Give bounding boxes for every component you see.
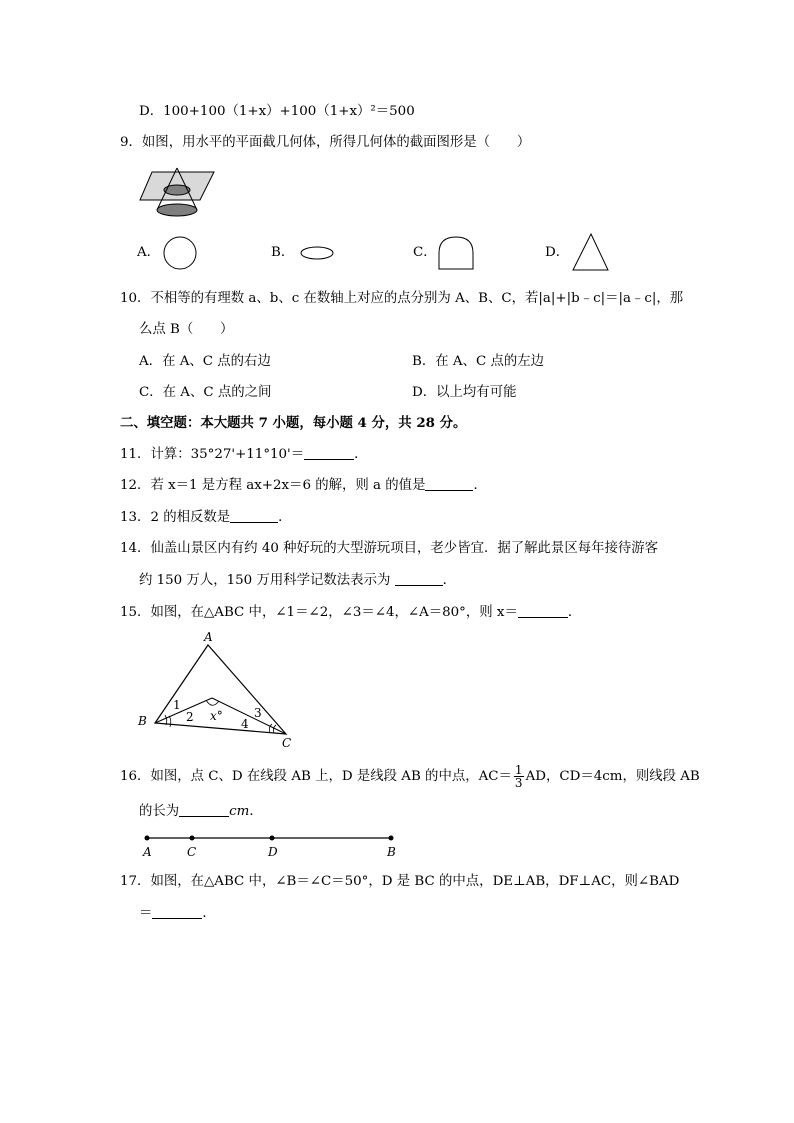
question-number: 14．	[120, 541, 151, 556]
question-text: 如图，点 C、D 在线段 AB 上，D 是线段 AB 的中点，AC＝	[150, 769, 512, 784]
point-c: C	[187, 845, 197, 859]
question-text: 2 的相反数是	[150, 510, 231, 525]
question-text: 的长为	[139, 804, 180, 819]
q9-option-b-label: B．	[271, 245, 295, 260]
answer-blank[interactable]	[518, 603, 568, 618]
question-number: 9．	[120, 135, 142, 150]
option-text: 在 A、C 点的右边	[162, 354, 271, 369]
triangle-abc-figure	[134, 627, 304, 751]
q8-option-d	[139, 103, 415, 121]
ellipse-shape-icon	[299, 245, 335, 261]
q14-line2	[139, 571, 456, 590]
option-text: 在 A、C 点的左边	[435, 354, 545, 369]
question-text: 若 x＝1 是方程 ax+2x＝6 的解，则 a 的值是	[150, 478, 426, 493]
circle-shape-icon	[162, 235, 198, 271]
answer-blank[interactable]	[425, 476, 473, 491]
option-label: D．	[139, 104, 164, 119]
q16-line2	[139, 802, 263, 821]
option-label: B．	[412, 354, 436, 369]
question-number: 16．	[120, 769, 151, 784]
question-end: ．	[442, 573, 457, 588]
question-end: ．	[473, 478, 487, 493]
section-title: 二、填空题：本大题共 7 小题，每小题 4 分，共 28 分。	[120, 415, 467, 431]
q15	[120, 603, 581, 622]
question-end: ．	[202, 906, 216, 921]
answer-blank[interactable]	[179, 802, 229, 817]
question-text: 如图，在△ABC 中，∠1＝∠2，∠3＝∠4，∠A＝80°，则 x＝	[150, 605, 518, 620]
question-text: 约 150 万人，150 万用科学记数法表示为	[139, 573, 391, 588]
q14-line1	[120, 540, 658, 558]
question-number: 15．	[120, 605, 151, 620]
label-angle-4: 4	[241, 717, 249, 731]
answer-blank[interactable]	[395, 571, 443, 586]
label-b: B	[138, 714, 147, 728]
question-text: 计算：35°27'+11°10'＝	[150, 447, 305, 462]
question-end: ．	[354, 447, 368, 462]
question-number: 13．	[120, 510, 151, 525]
q9-option-d-label: D．	[545, 245, 570, 260]
q9-option-c-label: C．	[413, 245, 437, 260]
question-text: 仙盖山景区内有约 40 种好玩的大型游玩项目，老少皆宜．据了解此景区每年接待游客	[150, 541, 659, 556]
q17-line1	[120, 873, 679, 891]
q10-option-d	[412, 384, 516, 402]
label-a: A	[204, 630, 213, 644]
label-c: C	[282, 736, 292, 750]
question-number: 11．	[120, 447, 151, 462]
option-text: 100+100（1+x）+100（1+x）²＝500	[163, 104, 415, 119]
question-end: ．	[278, 510, 292, 525]
q11	[120, 445, 368, 464]
option-text: 在 A、C 点的之间	[162, 385, 272, 400]
question-end: ．	[249, 804, 263, 819]
q13	[120, 508, 292, 527]
question-number: 12．	[120, 478, 151, 493]
point-b: B	[387, 845, 396, 859]
triangle-shape-icon	[570, 232, 612, 274]
question-text: ＝	[139, 906, 153, 921]
point-a: A	[143, 845, 152, 859]
question-text: 如图，用水平的平面截几何体，所得几何体的截面图形是（ ）	[141, 135, 531, 150]
fraction-numerator: 1	[514, 763, 523, 777]
answer-blank[interactable]	[304, 445, 354, 460]
unit: cm	[229, 804, 250, 819]
q10-option-c	[139, 384, 271, 402]
question-number: 17．	[120, 874, 151, 889]
question-text: 如图，在△ABC 中，∠B＝∠C＝50°，D 是 BC 的中点，DE⊥AB，DF⊥AC，则∠BAD	[150, 874, 680, 889]
answer-blank[interactable]	[230, 508, 278, 523]
arch-shape-icon	[436, 235, 476, 271]
option-label: D．	[412, 385, 437, 400]
q10-stem-line1	[120, 290, 683, 308]
q17-line2	[139, 904, 216, 923]
q10-option-a	[139, 353, 271, 371]
q10-stem-line2: 么点 B（ ）	[139, 322, 234, 337]
point-d: D	[268, 845, 278, 859]
label-angle-1: 1	[173, 698, 181, 712]
question-number: 10．	[120, 291, 151, 306]
question-end: ．	[567, 605, 582, 620]
q12	[120, 476, 487, 495]
q9-option-a-label: A．	[137, 245, 161, 260]
fraction-denominator: 3	[514, 776, 523, 790]
label-angle-3: 3	[254, 706, 262, 720]
option-label: A．	[139, 354, 163, 369]
option-text: 以上均有可能	[436, 385, 517, 400]
cone-section-figure	[138, 164, 218, 220]
q16-line1	[120, 764, 700, 789]
label-angle-2: 2	[186, 710, 194, 724]
question-text: 不相等的有理数 a、b、c 在数轴上对应的点分别为 A、B、C，若|a|+|b﹣c|＝|a﹣c|，那	[150, 291, 684, 306]
segment-ab-figure	[138, 830, 408, 864]
label-x: x°	[210, 709, 223, 723]
question-text-after: AD，CD＝4cm，则线段 AB	[525, 769, 700, 784]
q10-option-b	[412, 353, 544, 371]
q9-stem	[120, 134, 530, 152]
fraction	[514, 764, 524, 789]
option-label: C．	[139, 385, 163, 400]
answer-blank[interactable]	[152, 904, 202, 919]
